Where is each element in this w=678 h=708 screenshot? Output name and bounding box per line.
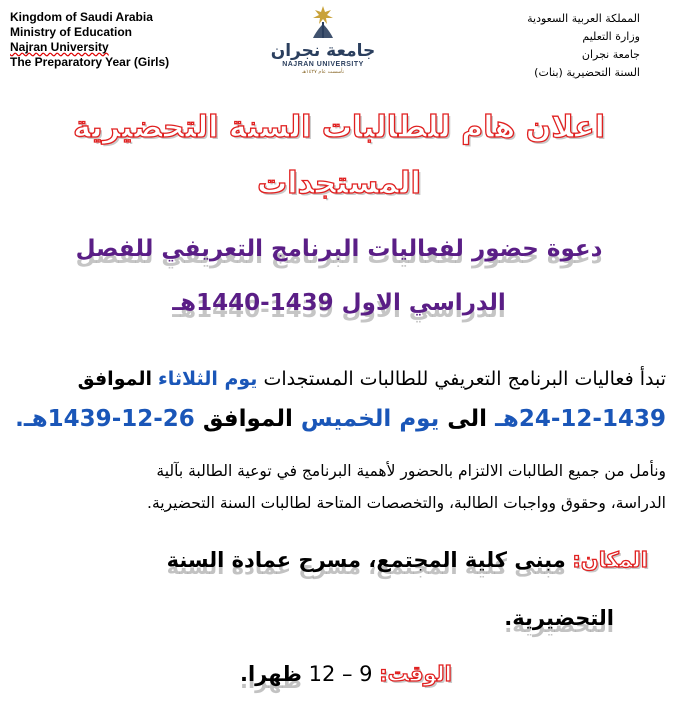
note-line-2: الدراسة، وحقوق وواجبات الطالبة، والتخصصات المتاحة لطالبات السنة التحضيرية. [147, 494, 666, 512]
announcement-subtitle: المستجدات [257, 166, 421, 201]
schedule-end-date: 26-12-1439هـ. [15, 406, 195, 432]
header-english [10, 10, 240, 70]
invitation-line-2: الدراسي الاول 1439-1440هـ [172, 290, 506, 316]
time-line [240, 662, 452, 686]
time-value: 9 – 12 [308, 662, 373, 686]
time-suffix: ظهرا. [240, 662, 302, 686]
invitation-line-1: دعوة حضور لفعاليات البرنامج التعريفي للفصل [75, 236, 603, 262]
university-logo [268, 4, 378, 84]
schedule-to: الى [447, 406, 488, 432]
schedule-line-2 [15, 406, 666, 432]
logo-english-name: NAJRAN UNIVERSITY [282, 61, 364, 68]
header-ar-line-1: المملكة العربية السعودية [527, 12, 640, 25]
header-arabic [440, 10, 640, 82]
schedule-prefix: تبدأ فعاليات البرنامج التعريفي للطالبات المستجدات [263, 368, 666, 390]
header-en-line-3: Najran University [10, 40, 109, 54]
place-label: المكان: [572, 548, 648, 572]
header-ar-line-2: وزارة التعليم [582, 30, 640, 43]
announcement-title: اعلان هام للطالبات السنة التحضيرية [73, 110, 605, 145]
star-palm-emblem-icon [303, 4, 343, 40]
place-line-1 [167, 548, 648, 572]
place-line-2: التحضيرية. [504, 606, 614, 630]
header-en-line-2: Ministry of Education [10, 25, 133, 39]
header-en-line-4: The Preparatory Year (Girls) [10, 55, 170, 69]
note-line-1: ونأمل من جميع الطالبات الالتزام بالحضور لأهمية البرنامج في توعية الطالبة بآلية [156, 462, 666, 480]
logo-arabic-name: جامعة نجران [270, 41, 376, 61]
schedule-start-day: يوم الثلاثاء [158, 368, 258, 390]
schedule-end-day: يوم الخميس [300, 406, 440, 432]
header-ar-line-4: السنة التحضيرية (بنات) [534, 66, 640, 79]
header-en-line-1: Kingdom of Saudi Arabia [10, 10, 153, 24]
schedule-start-date: 24-12-1439هـ [495, 406, 666, 432]
place-value: مبنى كلية المجتمع، مسرح عمادة السنة [166, 548, 566, 572]
schedule-line-1 [78, 368, 666, 390]
time-label: الوقت: [379, 662, 452, 686]
logo-established: تأسست عام ١٤٢٧هـ [301, 69, 345, 75]
header-ar-line-3: جامعة نجران [581, 48, 640, 61]
schedule-agree-1: الموافق [77, 368, 152, 390]
schedule-agree-2: الموافق [202, 406, 293, 432]
